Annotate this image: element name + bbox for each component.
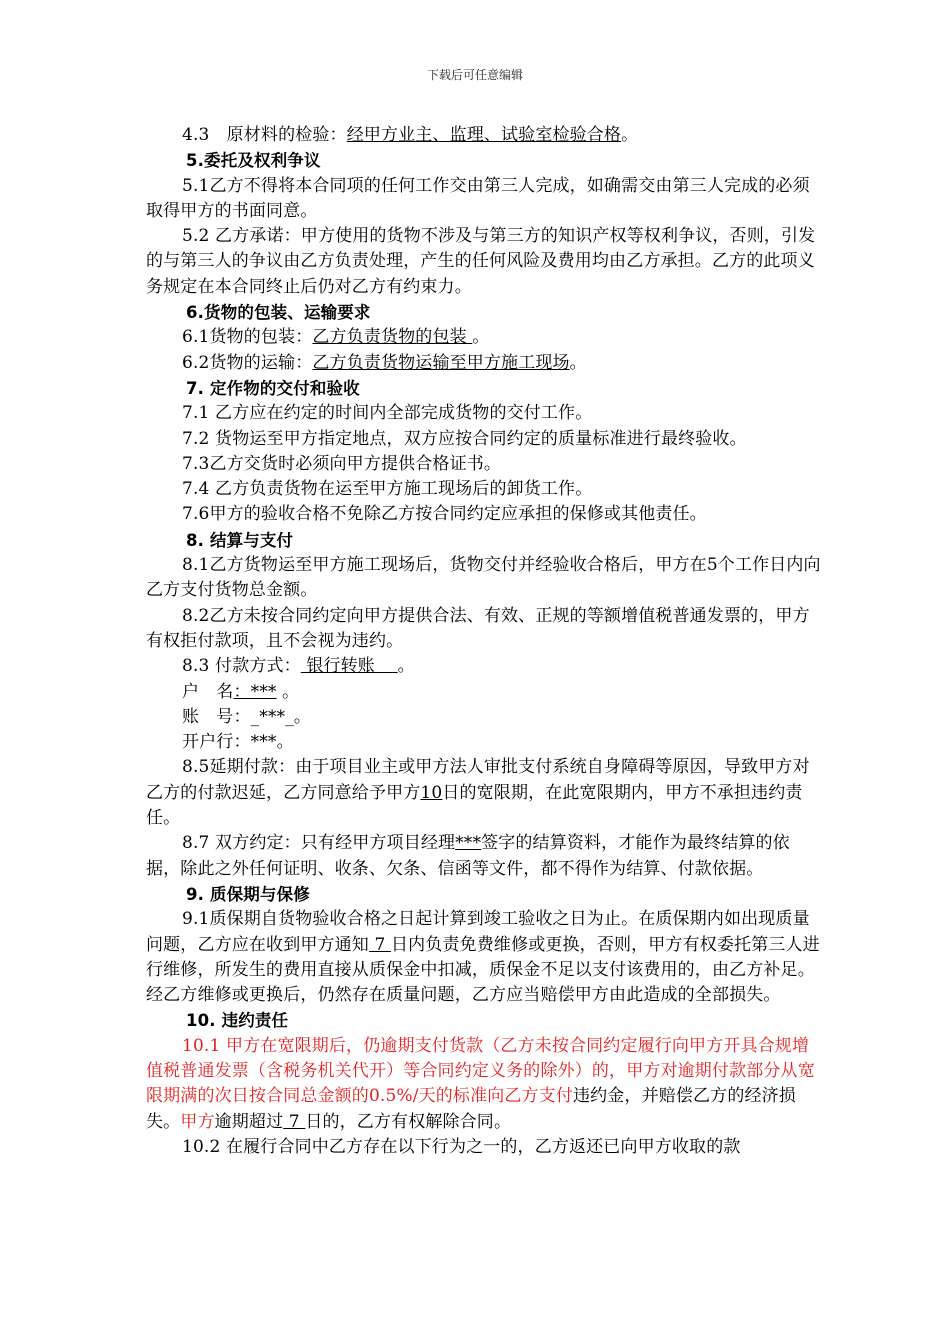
clause-9-1: 9.1质保期自货物验收合格之日起计算到竣工验收之日为止。在质保期内如出现质量问题，乙方应在收到甲方通知 7 日内负责免费维修或更换，否则，甲方有权委托第三人进行维修，所发生的费用直接从质保金中扣减，质保金不足以支付该费用的，由乙方补足。经乙方维修或更换后，仍然存在质量问题，乙方应当赔偿甲方由此造成的全部损失。 — [146, 909, 820, 1006]
clause-8-3: 8.3 付款方式： 银行转账 。 — [182, 656, 415, 677]
section-8-heading: 8. 结算与支付 — [186, 530, 294, 550]
page-header: 下载后可任意编辑 — [426, 68, 523, 82]
packaging-value: 乙方负责货物的包装 — [312, 327, 473, 348]
clause-6-2: 6.2货物的运输：乙方负责货物运输至甲方施工现场。 — [182, 352, 587, 373]
clause-8-1: 8.1乙方货物运至甲方施工现场后，货物交付并经验收合格后，甲方在5个工作日内向乙方支付货物总金额。 — [146, 555, 821, 601]
payment-method-value: 银行转账 — [300, 656, 398, 677]
clause-10-1-red-text: 10.1 甲方在宽限期后，仍逾期支付货款（乙方未按合同约定履行向甲方开具合规增值税普通发票（含税务机关代开）等合同约定义务的除外）的，甲方对逾期付款部分从宽限期满的次日按合同总金额的0.5%/天的标准向乙方支付 — [146, 1035, 815, 1107]
clause-7-3: 7.3乙方交货时必须向甲方提供合格证书。 — [182, 453, 502, 474]
clause-8-5: 8.5延期付款：由于项目业主或甲方法人审批支付系统自身障碍等原因，导致甲方对乙方的付款迟延，乙方同意给予甲方10日的宽限期，在此宽限期内，甲方不承担违约责任。 — [146, 757, 810, 829]
repair-days-value: 7 — [368, 934, 392, 955]
section-10-heading: 10. 违约责任 — [186, 1011, 289, 1031]
clause-8-2: 8.2乙方未按合同约定向甲方提供合法、有效、正规的等额增值税普通发票的，甲方有权拒付款项，且不会视为违约。 — [146, 605, 810, 651]
section-6-heading: 6.货物的包装、运输要求 — [186, 303, 371, 323]
clause-7-6: 7.6甲方的验收合格不免除乙方按合同约定应承担的保修或其他责任。 — [182, 504, 707, 525]
clause-10-2: 10.2 在履行合同中乙方存在以下行为之一的，乙方返还已向甲方收取的款 — [182, 1136, 741, 1157]
clause-6-1: 6.1货物的包装：乙方负责货物的包装 。 — [182, 327, 490, 348]
clause-7-1: 7.1 乙方应在约定的时间内全部完成货物的交付工作。 — [182, 403, 593, 424]
termination-days-value: 7 — [283, 1111, 306, 1132]
manager-value: *** — [455, 833, 482, 854]
clause-10-1: 10.1 甲方在宽限期后，仍逾期支付货款（乙方未按合同约定履行向甲方开具合规增值税普通发票（含税务机关代开）等合同约定义务的除外）的，甲方对逾期付款部分从宽限期满的次日按合同总金额的0.5%/天的标准向乙方支付违约金，并赔偿乙方的经济损失。甲方逾期超过 7 日的，乙方有权解除合同。 — [146, 1035, 815, 1132]
section-9-heading: 9. 质保期与保修 — [186, 884, 310, 904]
account-name-line: 户 名：*** 。 — [182, 681, 300, 702]
grace-days-value: 10 — [420, 782, 443, 803]
account-number-value: _***_ — [250, 706, 294, 727]
section-7-heading: 7. 定作物的交付和验收 — [186, 378, 360, 398]
inspection-value: 经甲方业主、监理、试验室检验合格 — [346, 125, 622, 145]
section-5-heading: 5.委托及权利争议 — [186, 151, 321, 171]
clause-4-3: 4.3 原材料的检验：经甲方业主、监理、试验室检验合格。 — [182, 125, 639, 145]
clause-7-2: 7.2 货物运至甲方指定地点，双方应按合同约定的质量标准进行最终验收。 — [182, 428, 747, 449]
clause-8-7: 8.7 双方约定：只有经甲方项目经理***签字的结算资料，才能作为最终结算的依据，除此之外任何证明、收条、欠条、信函等文件，都不得作为结算、付款依据。 — [146, 833, 790, 879]
clause-5-2: 5.2 乙方承诺：甲方使用的货物不涉及与第三方的知识产权等权利争议，否则，引发的与第三人的争议由乙方负责处理，产生的任何风险及费用均由乙方承担。乙方的此项义务规定在本合同终止后仍对乙方有约束力。 — [146, 226, 816, 297]
clause-7-4: 7.4 乙方负责货物在运至甲方施工现场后的卸货工作。 — [182, 479, 593, 500]
contract-body — [146, 123, 822, 1160]
bank-line: 开户行：***。 — [182, 732, 294, 753]
clause-5-1: 5.1乙方不得将本合同项的任何工作交由第三人完成，如确需交由第三人完成的必须取得甲方的书面同意。 — [146, 175, 810, 221]
account-name-value: ：*** — [233, 681, 277, 702]
bank-value: *** — [250, 732, 277, 753]
transport-value: 乙方负责货物运输至甲方施工现场 — [312, 352, 570, 373]
account-number-line: 账 号：_***_。 — [182, 706, 312, 727]
